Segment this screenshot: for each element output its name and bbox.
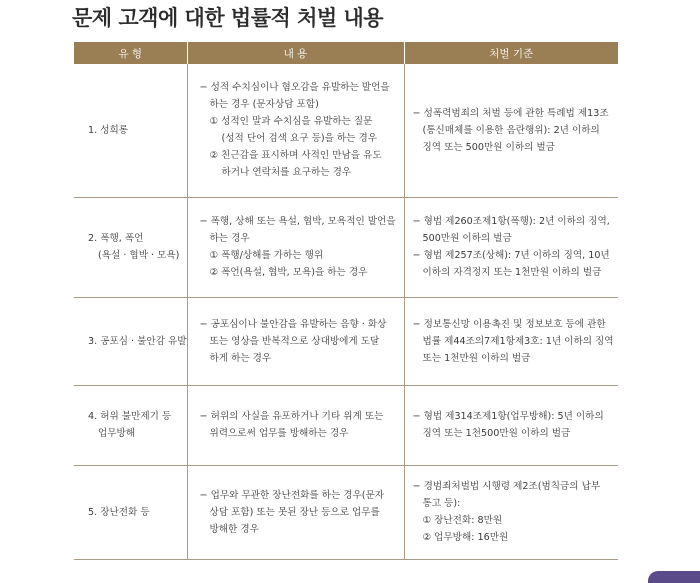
table-row [74, 197, 618, 297]
type-text: (욕설 · 협박 · 모욕) [98, 250, 180, 261]
content-line: (성적 단어 검색 요구 등)을 하는 경우 [221, 133, 378, 145]
type-text: 1. 성희롱 [88, 124, 129, 136]
content-cell [187, 297, 404, 385]
content-line: 하는 경우 [209, 233, 250, 244]
penalty-line: 법률 제44조의7제1항제3호: 1년 이하의 징역 [422, 335, 614, 347]
table-row [74, 64, 618, 197]
content-line: 방해한 경우 [209, 523, 259, 535]
penalty-table [74, 42, 618, 560]
penalty-line: 500만원 이하의 벌금 [422, 233, 512, 244]
type-cell [74, 297, 187, 385]
penalty-line: 징역 또는 500만원 이하의 벌금 [422, 141, 555, 153]
page-title: 문제 고객에 대한 법률적 처벌 내용 [72, 6, 384, 30]
type-text: 2. 폭행, 폭언 [88, 233, 144, 244]
penalty-line: − 형법 제257조(상해): 7년 이하의 징역, 10년 [412, 250, 610, 261]
penalty-line: ① 장난전화: 8만원 [422, 515, 503, 526]
penalty-line: − 성폭력범죄의 처벌 등에 관한 특례법 제13조 [412, 107, 609, 119]
content-line: ① 폭행/상해를 가하는 행위 [209, 250, 324, 261]
content-line: ② 폭언(욕설, 협박, 모욕)을 하는 경우 [209, 267, 368, 278]
content-cell [187, 385, 404, 465]
penalty-cell [404, 465, 618, 559]
penalty-line: 이하의 자격정지 또는 1천만원 이하의 벌금 [422, 267, 602, 278]
penalty-cell [404, 297, 618, 385]
type-cell [74, 197, 187, 297]
type-text: 4. 허위 불만제기 등 [88, 411, 172, 422]
content-cell [187, 465, 404, 559]
table-header-row [74, 42, 618, 64]
penalty-line: 징역 또는 1천500만원 이하의 벌금 [422, 428, 571, 439]
penalty-line: − 형법 제260조제1항(폭행): 2년 이하의 징역, [412, 216, 610, 227]
table-row [74, 385, 618, 465]
content-line: 또는 영상을 반복적으로 상대방에게 도달 [209, 335, 380, 347]
header-penalty: 처벌 기준 [404, 42, 618, 64]
penalty-line: 또는 1천만원 이하의 벌금 [422, 352, 531, 364]
content-cell [187, 197, 404, 297]
content-line: − 성적 수치심이나 혐오감을 유발하는 발언을 [199, 82, 390, 94]
type-text: 5. 장난전화 등 [88, 506, 150, 518]
type-text: 3. 공포심 · 불안감 유발 [88, 335, 187, 347]
content-line: − 업무와 무관한 장난전화를 하는 경우(문자 [199, 489, 385, 501]
corner-tab-decoration [648, 571, 700, 583]
penalty-line: − 정보통신망 이용촉진 및 정보보호 등에 관한 [412, 318, 606, 330]
type-text: 업무방해 [98, 428, 136, 439]
content-line: − 허위의 사실을 유포하거나 기타 위계 또는 [199, 411, 384, 422]
content-line: ② 친근감을 표시하며 사적인 만남을 유도 [209, 150, 382, 162]
penalty-line: − 형법 제314조제1항(업무방해): 5년 이하의 [412, 411, 604, 422]
content-line: ① 성적인 말과 수치심을 유발하는 질문 [209, 116, 373, 128]
header-content: 내 용 [187, 42, 404, 64]
content-line: 하는 경우 (문자상담 포함) [209, 99, 319, 111]
penalty-line: ② 업무방해: 16만원 [422, 532, 509, 543]
content-cell [187, 64, 404, 197]
table-row [74, 297, 618, 385]
table-row [74, 465, 618, 559]
type-cell [74, 64, 187, 197]
penalty-cell [404, 197, 618, 297]
penalty-line: − 경범죄처벌법 시행령 제2조(범칙금의 납부 [412, 481, 601, 492]
penalty-line: (통신매체를 이용한 음란행위): 2년 이하의 [422, 124, 600, 136]
content-line: 하거나 연락처를 요구하는 경우 [221, 167, 352, 179]
content-line: − 폭행, 상해 또는 욕설, 협박, 모욕적인 발언을 [199, 216, 396, 227]
content-line: 위력으로써 업무를 방해하는 경우 [209, 428, 349, 439]
type-cell [74, 465, 187, 559]
content-line: 상담 포함) 또는 못된 장난 등으로 업무를 [209, 506, 380, 518]
penalty-cell [404, 64, 618, 197]
penalty-line: 통고 등): [422, 498, 461, 509]
content-line: 하게 하는 경우 [209, 352, 272, 364]
type-cell [74, 385, 187, 465]
content-line: − 공포심이나 불안감을 유발하는 음향 · 화상 [199, 318, 387, 330]
penalty-cell [404, 385, 618, 465]
header-type: 유 형 [74, 42, 187, 64]
